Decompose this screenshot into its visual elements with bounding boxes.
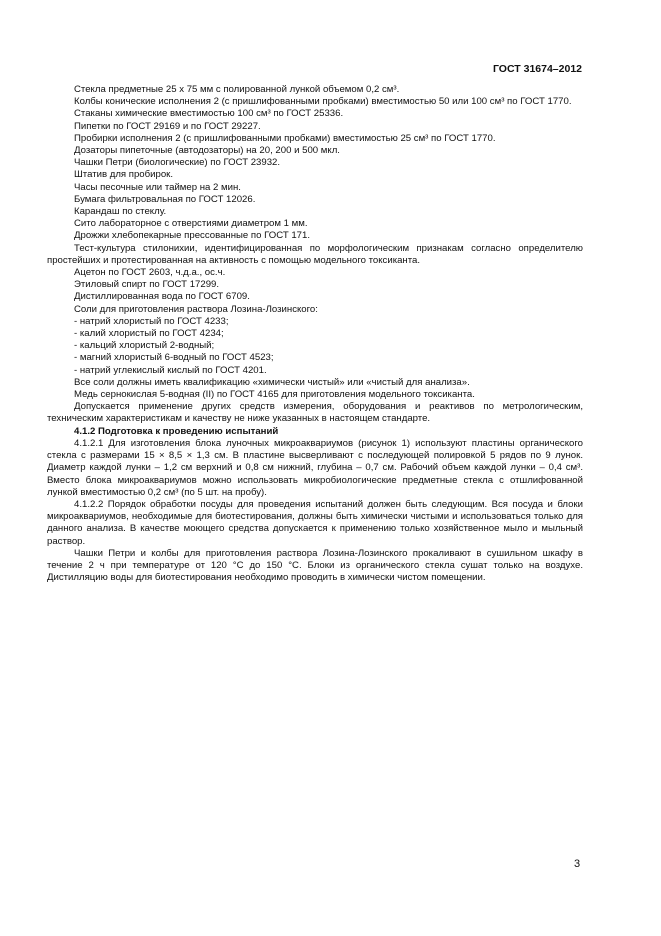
- reagent-line: Допускается применение других средств измерения, оборудования и реактивов по метрологическим, техническим характеристикам и качеству не ниже указанных в настоящем стандарте.: [47, 401, 583, 425]
- equipment-line: Пипетки по ГОСТ 29169 и по ГОСТ 29227.: [74, 120, 261, 132]
- equipment-line: Стаканы химические вместимостью 100 см³ по ГОСТ 25336.: [74, 108, 344, 120]
- reagent-line: Все соли должны иметь квалификацию «химически чистый» или «чистый для анализа».: [74, 376, 470, 388]
- equipment-line: Тест-культура стилонихии, идентифицированная по морфологическим признакам согласно определителю простейших и протестированная на активность с помощью модельного токсиканта.: [47, 242, 583, 266]
- reagent-line: Дистиллированная вода по ГОСТ 6709.: [74, 291, 250, 303]
- reagent-line: Ацетон по ГОСТ 2603, ч.д.а., ос.ч.: [74, 267, 226, 279]
- salt-list-item: - натрий хлористый по ГОСТ 4233;: [74, 315, 229, 327]
- equipment-line: Штатив для пробирок.: [74, 169, 174, 181]
- section-heading: 4.1.2 Подготовка к проведению испытаний: [74, 425, 279, 437]
- equipment-line: Часы песочные или таймер на 2 мин.: [74, 181, 241, 193]
- equipment-line: Дрожжи хлебопекарные прессованные по ГОСТ 171.: [74, 230, 311, 242]
- equipment-line: Сито лабораторное с отверстиями диаметром 1 мм.: [74, 218, 308, 230]
- equipment-line: Колбы конические исполнения 2 (с пришлифованными пробками) вместимостью 50 или 100 см³ по ГОСТ 1770.: [74, 96, 572, 108]
- reagent-line: Медь сернокислая 5-водная (II) по ГОСТ 4165 для приготовления модельного токсиканта.: [74, 389, 475, 401]
- document-body: [47, 84, 583, 584]
- reagent-line: Соли для приготовления раствора Лозина-Лозинского:: [74, 303, 318, 315]
- paragraph: 4.1.2.1 Для изготовления блока луночных микроаквариумов (рисунок 1) используют пластины органического стекла с размерами 15 × 8,5 × 1,3 см. В пластине высверливают с последующей полировкой 5 рядов по 9 лунок. Диаметр каждой лунки – 1,2 см верхний и 0,8 см нижний, глубина – 0,7 см. Рабочий объем каждой лунки – 0,4 см³. Вместо блока микроаквариумов можно использовать микробиологические предметные стекла с отшлифованной лункой вместимостью 0,2 см³ (по 5 шт. на пробу).: [47, 437, 583, 498]
- paragraph: 4.1.2.2 Порядок обработки посуды для проведения испытаний должен быть следующим. Вся посуда и блоки микроаквариумов, необходимые для биотестирования, должны быть химически чистыми и использоваться только для данного анализа. В качестве моющего средства допускается к применению только хозяйственное мыло и мыльный раствор.: [47, 498, 583, 547]
- paragraph: Чашки Петри и колбы для приготовления раствора Лозина-Лозинского прокаливают в сушильном шкафу в течение 2 ч при температуре от 120 °С до 150 °С. Блоки из органического стекла сушат только на воздухе. Дистилляцию воды для биотестирования необходимо проводить в химически чистом помещении.: [47, 547, 583, 584]
- equipment-line: Карандаш по стеклу.: [74, 206, 167, 218]
- salt-list-item: - натрий углекислый кислый по ГОСТ 4201.: [74, 364, 267, 376]
- salt-list-item: - калий хлористый по ГОСТ 4234;: [74, 328, 224, 340]
- page-number: 3: [574, 858, 581, 870]
- salt-list-item: - кальций хлористый 2-водный;: [74, 340, 215, 352]
- equipment-line: Дозаторы пипеточные (автодозаторы) на 20, 200 и 500 мкл.: [74, 145, 340, 157]
- equipment-line: Чашки Петри (биологические) по ГОСТ 23932.: [74, 157, 281, 169]
- equipment-line: Пробирки исполнения 2 (с пришлифованными пробками) вместимостью 25 см³ по ГОСТ 1770.: [74, 132, 496, 144]
- equipment-line: Бумага фильтровальная по ГОСТ 12026.: [74, 193, 256, 205]
- standard-header: ГОСТ 31674–2012: [492, 63, 582, 75]
- equipment-line: Стекла предметные 25 х 75 мм с полированной лункой объемом 0,2 см³.: [74, 84, 400, 95]
- reagent-line: Этиловый спирт по ГОСТ 17299.: [74, 279, 220, 291]
- salt-list-item: - магний хлористый 6-водный по ГОСТ 4523;: [74, 352, 274, 364]
